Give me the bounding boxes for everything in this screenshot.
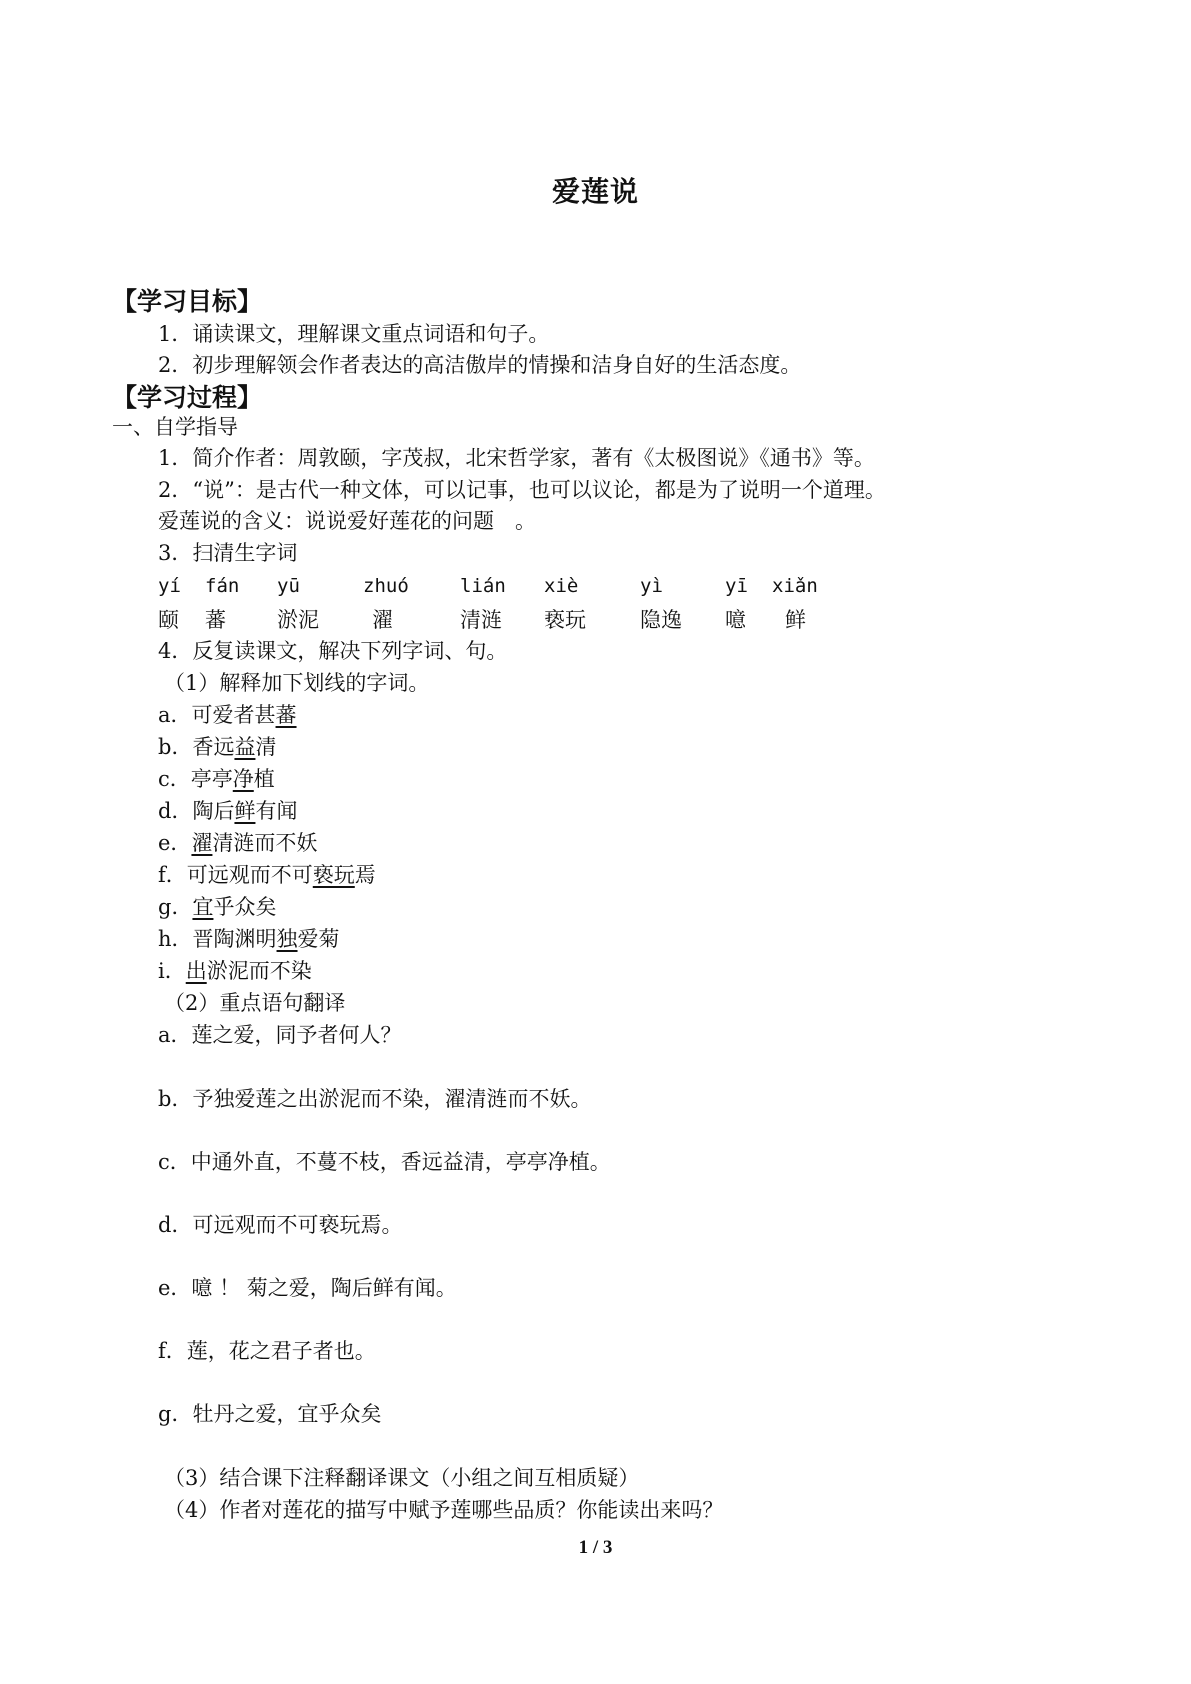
goal-item-1: 1．诵读课文，理解课文重点词语和句子。 [158,322,550,346]
word-item: b．香远益清 [158,735,277,759]
word-item: e．濯清涟而不妖 [158,831,318,855]
word-item: f．可远观而不可亵玩焉 [158,863,376,887]
subtask-1: （1）解释加下划线的字词。 [164,671,430,695]
sentence-item: e．噫 ！ 菊之爱，陶后鲜有闻。 [158,1276,457,1300]
vocab-pinyin: xiè [544,575,579,597]
page-number: 1 / 3 [578,1537,613,1558]
vocab-chars: 濯 [372,608,393,632]
vocab-pinyin: yí [158,575,181,597]
vocab-pinyin: fán [205,575,240,597]
word-item: i．出淤泥而不染 [158,959,312,983]
sentence-item: g．牡丹之爱，宜乎众矣 [158,1402,382,1426]
sentence-item: a．莲之爱，同予者何人？ [158,1023,402,1047]
vocab-chars: 噫 [725,608,746,632]
vocab-pinyin: yì [640,575,663,597]
vocab-pinyin: zhuó [363,575,409,597]
section-self-study: 一、自学指导 [112,415,238,439]
genre-intro: 2．“说”：是古代一种文体，可以记事，也可以议论，都是为了说明一个道理。 [158,478,886,502]
goals-heading: 【学习目标】 [112,287,263,316]
subtask-3: （3）结合课下注释翻译课文（小组之间互相质疑） [164,1466,640,1490]
vocab-title: 3．扫清生字词 [158,541,298,565]
sentence-item: d．可远观而不可亵玩焉。 [158,1213,403,1237]
vocab-chars: 蕃 [205,608,226,632]
subtask-2: （2）重点语句翻译 [164,991,346,1015]
sentence-item: f．莲，花之君子者也。 [158,1339,376,1363]
task-4: 4．反复读课文，解决下列字词、句。 [158,639,508,663]
vocab-chars: 亵玩 [544,608,586,632]
vocab-chars: 清涟 [460,608,502,632]
word-item: c．亭亭净植 [158,767,275,791]
vocab-chars: 鲜 [785,608,806,632]
process-heading: 【学习过程】 [112,383,263,412]
sentence-item: c．中通外直，不蔓不枝，香远益清，亭亭净植。 [158,1150,611,1174]
vocab-pinyin: lián [460,575,506,597]
title-meaning: 爱莲说的含义：说说爱好莲花的问题 。 [158,509,536,533]
vocab-pinyin: xiǎn [772,575,818,597]
word-item: a．可爱者甚蕃 [158,703,297,727]
vocab-chars: 颐 [158,608,179,632]
sentence-item: b．予独爱莲之出淤泥而不染，濯清涟而不妖。 [158,1087,592,1111]
vocab-pinyin: yū [277,575,300,597]
subtask-4: （4）作者对莲花的描写中赋予莲哪些品质？你能读出来吗？ [164,1498,724,1522]
vocab-pinyin: yī [725,575,748,597]
word-item: d．陶后鲜有闻 [158,799,298,823]
vocab-chars: 隐逸 [640,608,682,632]
word-item: g．宜乎众矣 [158,895,277,919]
goal-item-2: 2．初步理解领会作者表达的高洁傲岸的情操和洁身自好的生活态度。 [158,353,802,377]
page-title: 爱莲说 [551,175,639,208]
vocab-chars: 淤泥 [277,608,319,632]
author-intro: 1．简介作者：周敦颐，字茂叔，北宋哲学家，著有《太极图说》《通书》等。 [158,446,875,470]
word-item: h．晋陶渊明独爱菊 [158,927,340,951]
